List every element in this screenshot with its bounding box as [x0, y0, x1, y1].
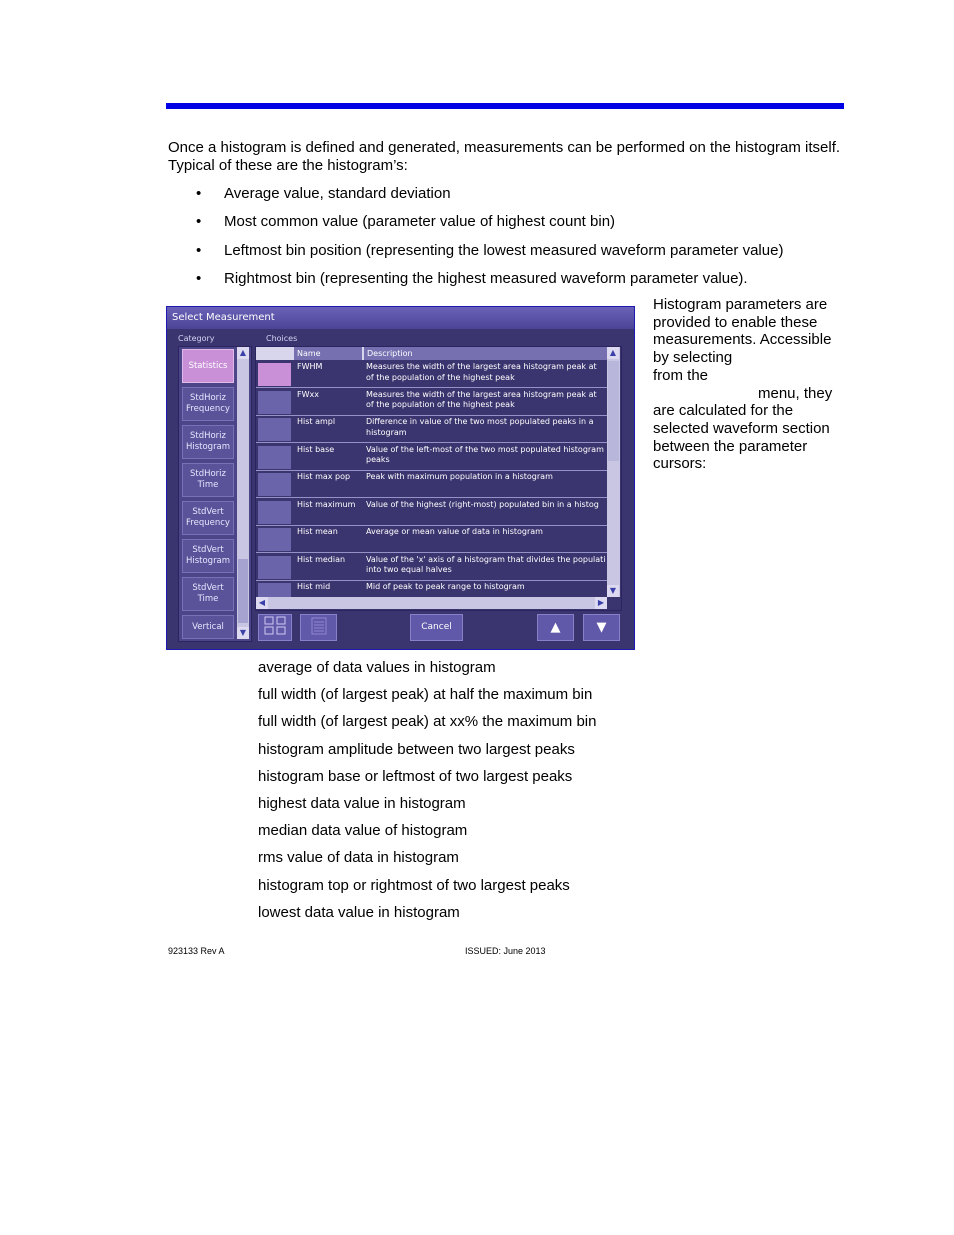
choices-scrollbar[interactable]: [607, 347, 620, 597]
row-description: Difference in value of the two most populated peaks in a histogram: [366, 417, 594, 437]
row-description: Peak with maximum population in a histogram: [366, 472, 553, 481]
table-row[interactable]: [256, 581, 607, 597]
row-description: Mid of peak to peak range to histogram: [366, 582, 525, 591]
row-name: Hist maximum: [297, 499, 356, 509]
histogram-icon: [258, 528, 291, 551]
footer-issued-date: ISSUED: June 2013: [465, 946, 546, 956]
side-line: selected waveform section: [653, 419, 830, 437]
list-item: full width (of largest peak) at xx% the maximum bin: [258, 713, 597, 731]
scroll-down-icon[interactable]: ▼: [237, 627, 249, 639]
histogram-icon: [258, 501, 291, 524]
table-row[interactable]: [256, 526, 607, 553]
row-name: Hist mean: [297, 527, 338, 536]
scroll-down-button[interactable]: [583, 614, 620, 641]
scroll-right-icon[interactable]: ▶: [595, 597, 607, 609]
side-line: by selecting: [653, 349, 733, 367]
histogram-icon: [258, 583, 291, 597]
list-item: rms value of data in histogram: [258, 849, 459, 867]
scroll-thumb[interactable]: [608, 361, 619, 461]
side-line: measurements. Accessible: [653, 331, 832, 349]
row-name: Hist mid: [297, 582, 331, 591]
choices-label: Choices: [266, 334, 298, 343]
histogram-icon: [258, 363, 291, 386]
list-item: highest data value in histogram: [258, 794, 466, 812]
table-row[interactable]: [256, 554, 607, 581]
row-description: Value of the left-most of the two most populated histogram peaks: [366, 444, 604, 464]
row-description: Measures the width of the largest area histogram peak at of the population of the highest peak: [366, 362, 597, 382]
column-header-description[interactable]: Description: [364, 347, 607, 360]
side-line: cursors:: [653, 455, 707, 473]
row-description: Average or mean value of data in histogram: [366, 527, 543, 536]
row-name: Hist base: [297, 444, 335, 454]
dialog-title: Select Measurement: [167, 307, 634, 329]
histogram-icon: [258, 391, 291, 414]
parameter-descriptions: [258, 659, 678, 931]
side-line: menu, they: [758, 384, 833, 402]
table-row[interactable]: [256, 389, 607, 416]
histogram-icon: [258, 556, 291, 579]
list-item: • Rightmost bin (representing the highest measured waveform parameter value).: [168, 270, 848, 298]
row-name: FWxx: [297, 389, 319, 399]
horizontal-scrollbar[interactable]: [256, 597, 607, 609]
histogram-icon: [258, 418, 291, 441]
row-name: Hist median: [297, 554, 346, 564]
scroll-up-icon[interactable]: ▲: [607, 347, 619, 359]
table-row[interactable]: [256, 444, 607, 471]
category-label: Category: [178, 334, 215, 343]
row-description: Measures the width of the largest area histogram peak at of the population of the highest peak: [366, 389, 597, 409]
scroll-left-icon[interactable]: ◀: [256, 597, 268, 609]
list-item: histogram amplitude between two largest peaks: [258, 740, 575, 758]
feature-list: [168, 185, 848, 298]
footer-doc-number: 923133 Rev A: [168, 946, 225, 956]
list-item: • Leftmost bin position (representing the lowest measured waveform parameter value): [168, 242, 848, 270]
table-row[interactable]: [256, 361, 607, 388]
list-view-button[interactable]: [300, 614, 337, 641]
table-row[interactable]: [256, 499, 607, 526]
row-name: Hist max pop: [297, 472, 351, 481]
scroll-up-icon[interactable]: ▲: [237, 347, 249, 359]
side-line: are calculated for the: [653, 402, 794, 420]
table-row[interactable]: [256, 416, 607, 443]
arrow-down-icon: ▼: [596, 620, 607, 635]
list-item: median data value of histogram: [258, 822, 468, 840]
category-stdhoriz-frequency[interactable]: StdHoriz Frequency: [182, 387, 234, 421]
category-scrollbar[interactable]: [237, 347, 249, 639]
choices-list: [255, 346, 622, 611]
select-measurement-dialog: [166, 306, 635, 650]
row-name: Hist ampl: [297, 417, 336, 426]
table-row[interactable]: [256, 471, 607, 498]
category-stdhoriz-time[interactable]: StdHoriz Time: [182, 463, 234, 497]
side-line: from the: [653, 366, 709, 384]
side-line: Histogram parameters are: [653, 296, 828, 313]
category-stdvert-time[interactable]: StdVert Time: [182, 577, 234, 611]
category-list: [178, 346, 252, 642]
scroll-thumb[interactable]: [238, 559, 248, 623]
scroll-down-icon[interactable]: ▼: [607, 585, 619, 597]
arrow-up-icon: ▲: [550, 620, 561, 635]
row-description: Value of the 'x' axis of a histogram that divides the populati into two equal halves: [366, 554, 606, 574]
grid-view-icon: [262, 615, 288, 636]
histogram-icon: [258, 446, 291, 469]
row-name: FWHM: [297, 362, 323, 371]
category-statistics[interactable]: Statistics: [182, 349, 234, 383]
list-item: histogram base or leftmost of two largest peaks: [258, 767, 573, 785]
category-stdhoriz-histogram[interactable]: StdHoriz Histogram: [182, 425, 234, 459]
side-line: between the parameter: [653, 437, 808, 455]
histogram-icon: [258, 473, 291, 496]
list-item: average of data values in histogram: [258, 659, 496, 676]
list-item: full width (of largest peak) at half the maximum bin: [258, 686, 593, 704]
list-item: histogram top or rightmost of two largest peaks: [258, 876, 570, 894]
list-item: • Average value, standard deviation: [168, 185, 848, 213]
side-paragraph: [653, 296, 847, 473]
grid-view-button[interactable]: [258, 614, 292, 641]
category-stdvert-histogram[interactable]: StdVert Histogram: [182, 539, 234, 573]
category-stdvert-frequency[interactable]: StdVert Frequency: [182, 501, 234, 535]
list-item: lowest data value in histogram: [258, 903, 460, 921]
header-rule: [166, 103, 844, 109]
list-item: • Most common value (parameter value of highest count bin): [168, 213, 848, 241]
scroll-up-button[interactable]: [537, 614, 574, 641]
cancel-button[interactable]: Cancel: [410, 614, 463, 641]
category-vertical[interactable]: Vertical: [182, 615, 234, 639]
side-line: provided to enable these: [653, 313, 818, 331]
row-description: Value of the highest (right-most) populated bin in a histog: [366, 499, 599, 509]
list-view-icon: [304, 615, 334, 636]
list-header: [256, 347, 607, 360]
column-header-name[interactable]: Name: [294, 347, 362, 360]
intro-paragraph: Once a histogram is defined and generated, measurements can be performed on the histogram itself. Typical of these are the histogram’s:: [168, 139, 841, 174]
